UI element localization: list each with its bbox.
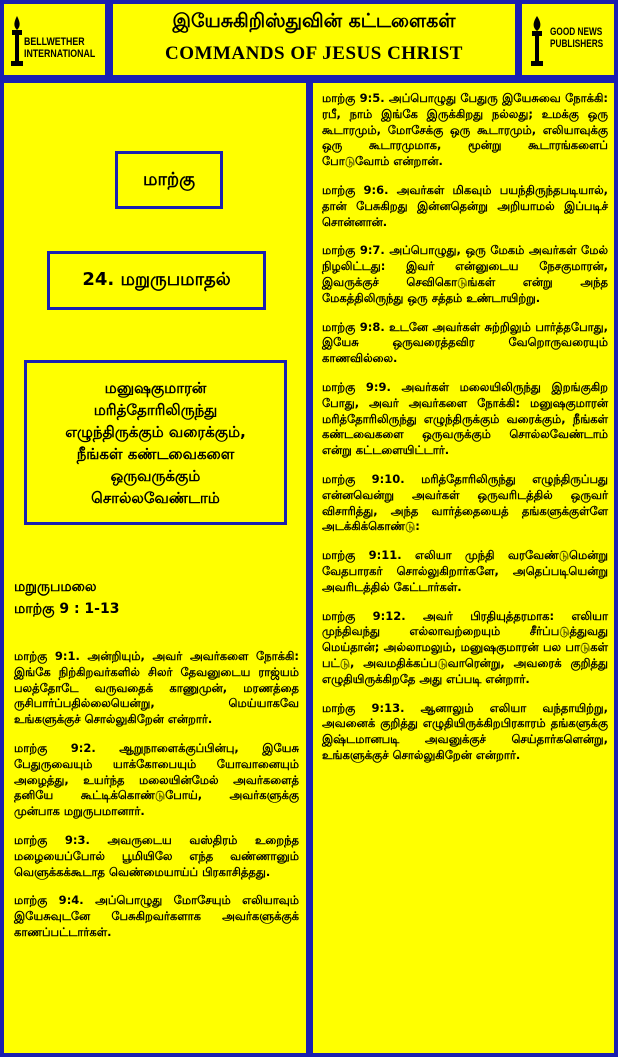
summary-line: எழுந்திருக்கும் வரைக்கும்,	[65, 422, 246, 441]
good-news-logo	[522, 4, 614, 75]
verse: மாற்கு 9:11. எலியா முந்தி வரவேண்டுமென்று வேதபாரகர் சொல்லுகிறார்களே, அதெப்படியென்று அவரிடத்தில் கேட்டார்கள்.	[322, 548, 608, 594]
torch-icon	[527, 14, 547, 68]
verse: மாற்கு 9:4. அப்பொழுது மோசேயும் எலியாவும் இயேசுவுடனே பேசுகிறவர்களாக அவர்களுக்குக் காணப்பட்டார்கள்.	[14, 893, 299, 939]
bellwether-logo-text: BELLWETHER INTERNATIONAL	[24, 36, 96, 60]
summary-line: ஒருவருக்கும்	[110, 466, 201, 485]
verse: மாற்கு 9:5. அப்பொழுது பேதுரு இயேசுவை நோக்கி: ரபீ, நாம் இங்கே இருக்கிறது நல்லது; உமக்கு ஒரு கூடாரமும், மோசேக்கு ஒரு கூடாரமும், எலியாவுக்கு ஒரு கூடாரமுமாக, மூன்று கூடாரங்களைப் போடுவோம் என்றான்.	[322, 91, 608, 169]
reference: மாற்கு 9 : 1-13	[14, 601, 120, 617]
verse: மாற்கு 9:2. ஆறுநாளைக்குப்பின்பு, இயேசு பேதுருவையும் யாக்கோபையும் யோவானையும் அழைத்து, உயர்ந்த மலையின்மேல் அவர்களைத் தனியே கூட்டிக்கொண்டுபோய், அவர்களுக்கு முன்பாக மறுருபமானார்.	[14, 740, 299, 819]
verse: மாற்கு 9:13. ஆனாலும் எலியா வந்தாயிற்று, அவனைக் குறித்து எழுதியிருக்கிறபிரகாரம் தங்களுக்கு இஷ்டமானபடி அவனுக்குச் செய்தார்களென்று, உங்களுக்குச் சொல்லுகிறேன் என்றார்.	[322, 700, 608, 762]
summary-line: நீங்கள் கண்டவைகளை	[76, 444, 235, 463]
left-verses	[14, 649, 299, 954]
reference-block	[14, 576, 119, 620]
book-label: மாற்கு	[115, 151, 223, 209]
title-tamil: இயேசுகிறிஸ்துவின் கட்டளைகள்	[172, 10, 456, 32]
verse: மாற்கு 9:7. அப்பொழுது, ஒரு மேகம் அவர்கள் மேல் நிழலிட்டது: இவர் என்னுடைய நேசகுமாரன், இவருக்குச் செவிகொடுங்கள் என்று அந்த மேகத்திலிருந்து ஒரு சத்தம் உண்டாயிற்று.	[322, 243, 608, 305]
bellwether-logo	[4, 4, 105, 75]
verse: மாற்கு 9:12. அவர் பிரதியுத்தரமாக: எலியா முந்திவந்து எல்லாவற்றையும் சீர்ப்படுத்துவது மெய்தான்; அல்லாமலும், மனுஷகுமாரன் பல பாடுகள் பட்டு, அவமதிக்கப்படுவாரென்று, அவரைக் குறித்து எழுதியிருக்கிறதே அது எப்படி என்றார்.	[322, 608, 608, 686]
summary-line: மரித்தோரிலிருந்து	[93, 400, 218, 419]
verse: மாற்கு 9:10. மரித்தோரிலிருந்து எழுந்திருப்பது என்னவென்று அவர்கள் ஒருவரிடத்தில் ஒருவர் விசாரித்து, அந்த வார்த்தையைத் தங்களுக்குள்ளே அடக்கிக்கொண்டு:	[322, 471, 608, 534]
command-summary	[24, 360, 287, 525]
right-verses	[322, 91, 608, 777]
verse: மாற்கு 9:8. உடனே அவர்கள் சுற்றிலும் பார்த்தபோது, இயேசு ஒருவரைத்தவிர வேறொருவரையும் காணவில்லை.	[322, 319, 608, 366]
summary-line: மனுஷகுமாரன்	[104, 378, 207, 397]
verse: மாற்கு 9:3. அவருடைய வஸ்திரம் உறைந்த மழையைப்போல் பூமியிலே எந்த வண்ணானும் வெளுக்கக்கூடாத வெண்மையாய்ப் பிரகாசித்தது.	[14, 832, 299, 879]
right-column	[313, 83, 614, 1053]
left-column	[4, 83, 306, 1053]
verse: மாற்கு 9:6. அவர்கள் மிகவும் பயந்திருந்தபடியால், தான் பேசுகிறது இன்னதென்று அறியாமல் இப்படிச் சொன்னான்.	[322, 182, 608, 229]
summary-line: சொல்லவேண்டாம்	[91, 488, 220, 507]
verse: மாற்கு 9:9. அவர்கள் மலையிலிருந்து இறங்குகிற போது, அவர் அவர்களை நோக்கி: மனுஷகுமாரன் மரித்தோரிலிருந்து எழுந்திருக்கும் வரைக்கும், நீங்கள் கண்டவைகளை ஒருவருக்கும் சொல்லவேண்டாம் என்று கட்டளையிட்டார்.	[322, 379, 608, 458]
good-news-logo-text: GOOD NEWS PUBLISHERS	[550, 26, 604, 50]
verse: மாற்கு 9:1. அன்றியும், அவர் அவர்களை நோக்கி: இங்கே நிற்கிறவர்களில் சிலர் தேவனுடைய ராஜ்யம் பலத்தோடே வருவதைக் காணுமுன், மரணத்தை ருசிபார்ப்பதில்லையென்று, மெய்யாகவே உங்களுக்குச் சொல்லுகிறேன் என்றார்.	[14, 649, 299, 727]
chapter-title: 24. மறுருபமாதல்	[47, 251, 266, 310]
reference-title: மறுருபமலை	[14, 579, 97, 595]
title-banner	[113, 4, 515, 75]
title-english: COMMANDS OF JESUS CHRIST	[165, 43, 463, 64]
